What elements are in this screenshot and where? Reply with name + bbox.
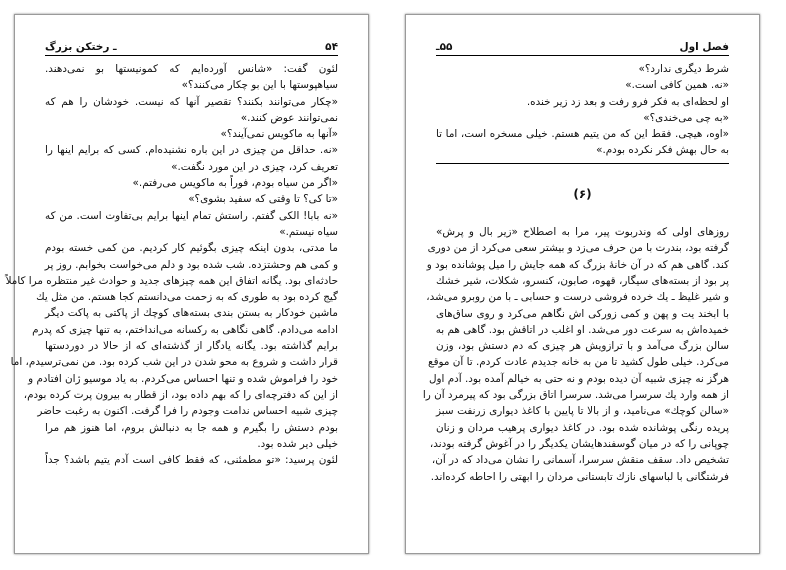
text-line: پر بود از بسته‌های سیگار، قهوه، صابون، کنسرو، شکلات، شیر خشك	[436, 274, 729, 287]
text-line: برایم گذاشته بود. یگانه یادگار از گذشته‌ای که از حالا در دوردستها	[45, 340, 338, 353]
text-line: ماشین خودکار به بستن بندی بسته‌های کوچك از پاکتی به پاکت دیگر	[45, 307, 338, 320]
text-line: سیاه نیستم.»	[279, 225, 338, 238]
text-line: «نه. حداقل من چیزی در این باره نشنیده‌ام. کسی که برایم اینها را	[45, 144, 338, 157]
text-line: تشخیص داد. سقف منقش سرسرا، آسمانی را نشان می‌داد که در آن،	[431, 454, 729, 467]
left-page-running-title: ـ رختکن بزرگ	[45, 41, 117, 53]
text-line: می‌کرد. خیلی طول کشید تا من به خانه جدیدم عادت کردم. تا آن موقع	[428, 356, 729, 369]
left-page-header	[45, 35, 338, 56]
text-line: ادامه می‌دادم. گاهی نگاهی به رکسانه می‌انداختم، به تنها چیزی که پدرم	[32, 323, 338, 336]
text-line: لئون پرسید: «تو مطمئنی، که فقط کافی است آدم یتیم باشد؟ جداً	[45, 454, 338, 467]
text-line: «تا کی؟ تا وقتی که سفید بشوی؟»	[188, 193, 338, 206]
section-number: (۶)	[573, 186, 592, 201]
text-line: سیاهپوستها با این بو چکار می‌کنند؟»	[181, 79, 338, 92]
text-line: سالن بزرگ می‌آمد و با ترازویش هر چیزی که دم دستش بود، وزن	[436, 340, 729, 353]
text-line: خود را فراموش شده و تنها احساس می‌کردم. به یاد موسیو ژان افتادم و	[28, 372, 338, 385]
text-line: نمی‌توانند عوض کنند.»	[240, 111, 338, 124]
right-page	[405, 14, 760, 554]
text-line: از همه وارد یك سرسرا می‌شد. سرسرا اتاق بزرگی بود که پیرمرد آن را	[422, 389, 729, 402]
text-line: بودم دستش را بگیرم و همه جا به دنبالش بروم، اما هنوز هم مرا	[45, 421, 338, 434]
text-line: خیلی دیر شده بود.	[257, 437, 338, 450]
text-line: «نه. همین کافی است.»	[625, 79, 729, 92]
text-line: «چکار می‌توانند بکنند؟ تقصیر آنها که نیست. خودشان را هم که	[45, 95, 338, 108]
text-line: لئون گفت: «شانس آورده‌ایم که کمونیستها بو نمی‌دهند.	[45, 63, 338, 75]
text-line: حادثه‌ای بود. یگانه اتفاق این همه چیزهای جدید و حوادث غیر منتظره مرا کاملاً	[5, 274, 338, 287]
text-line: گیج کرده بود به طوری که به زحمت می‌دانستم کجا هستم. من مثل یك	[36, 291, 338, 304]
right-page-running-title: فصل اول	[679, 41, 729, 53]
text-line: «نه بابا! الکی گفتم. راستش تمام اینها برایم بی‌تفاوت است. من که	[45, 209, 338, 222]
text-line: شرط دیگری ندارد؟»	[638, 63, 729, 75]
text-line: گرفته بود، بندرت با من حرف می‌زد و بیشتر سعی می‌کرد از من دوری	[427, 242, 729, 255]
text-line: تعریف کرد، چیزی در این مورد نگفت.»	[171, 160, 338, 173]
right-page-number: ۵۵ـ	[436, 41, 453, 53]
text-line: با ابخند یت و پهن و کمی زورکی اش نگاهم می‌کرد و روی ساق‌های	[436, 307, 729, 320]
text-line: از این که دفترچه‌ای را که بهم داده بود، از قطار به بیرون پرت کرده بودم،	[23, 388, 338, 401]
left-page	[5, 14, 369, 554]
text-line: «آنها به ماکویس نمی‌آیند؟»	[220, 128, 338, 141]
text-line: خمیده‌اش به سرعت دور می‌شد. او اغلب در اتاقش بود. گاهی هم به	[435, 323, 729, 336]
text-line: و شیر غلیظ ـ یك خرده فروشی درست و حسابی ـ با من روبرو می‌شد،	[426, 291, 729, 304]
text-line: هرگز نه چیزی شبیه آن دیده بودم و نه حتی به خیالم آمده بود. آدم اول	[428, 372, 729, 385]
text-line: «به چی می‌خندی؟»	[643, 111, 729, 124]
text-line: او لحظه‌ای به فکر فرو رفت و بعد زد زیر خنده.	[526, 95, 729, 108]
text-line: ما مدتی، بدون اینکه چیزی بگوئیم کار کردیم. من کمی خسته بودم	[45, 242, 338, 255]
text-line: به حال بهش فکر نکرده بودم.»	[596, 144, 729, 157]
text-line: چوپانی را که در میان گوسفندهایشان یکدیگر را در آغوش گرفته بودند،	[429, 437, 729, 450]
text-line: و کمی هم وحشتزده. شب شده بود و دلم می‌خواست بخوابم. روز پر	[44, 258, 338, 271]
left-page-number: ۵۴	[325, 41, 338, 53]
text-line: قرار داشت و شروع به محو شدن در این شب کرده بود. من نمی‌ترسیدم، اما	[10, 356, 338, 369]
text-line: «اوه، هیچی. فقط این که من یتیم هستم. خیلی مسخره است، اما تا	[436, 128, 729, 141]
right-page-body	[422, 61, 729, 543]
section-divider	[436, 163, 729, 164]
left-page-body	[5, 61, 338, 543]
text-line: چیزی شبیه احساس ندامت وجودم را فرا گرفت. اکنون به رغبت حاضر	[37, 405, 338, 418]
text-line: پریده رنگی پوشانده شده بود. در کاغذ دیواری پرهیب مردان و زنان	[436, 421, 729, 434]
right-page-header	[436, 35, 729, 56]
text-line: کند. گاهی هم که در آن خانهٔ بزرگ که همه جایش را میل پوشانده بود و	[426, 258, 729, 271]
text-line: «سالن کوچك» می‌نامید، و از بالا تا پایین با کاغذ دیواری زرنفت سبز	[436, 405, 729, 418]
text-line: فرشتگانی با لباسهای نازك تابستانی مردان را ابهتی را احاطه کرده‌اند.	[430, 470, 729, 483]
text-line: «اگر من سیاه بودم، فوراً به ماکویس می‌رفتم.»	[132, 177, 338, 190]
text-line: روزهای اولی که وندربوت پیر، مرا به اصطلاح «زیر بال و پرش»	[436, 226, 729, 239]
